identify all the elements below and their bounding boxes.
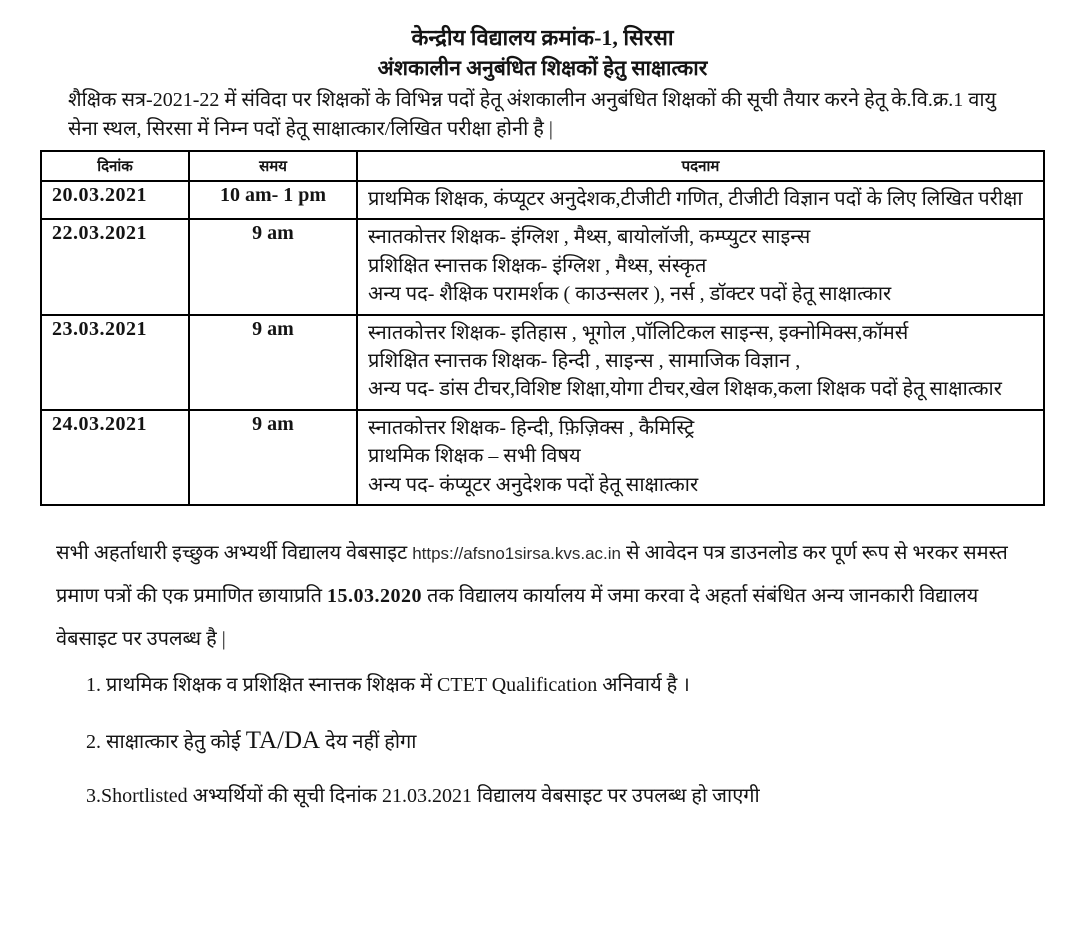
- submission-deadline-date: 15.03.2020: [327, 584, 423, 607]
- application-instructions: [56, 532, 1025, 661]
- document-subtitle: अंशकालीन अनुबंधित शिक्षकों हेतु साक्षात्कार: [377, 56, 708, 80]
- instructions-text-1: सभी अहर्ताधारी इच्छुक अभ्यर्थी विद्यालय वेबसाइट: [56, 541, 413, 564]
- time-cell: 10 am- 1 pm: [189, 181, 357, 219]
- position-line: अन्य पद- कंप्यूटर अनुदेशक पदों हेतू साक्षात्कार: [368, 473, 699, 496]
- position-line: स्नातकोत्तर शिक्षक- इतिहास , भूगोल ,पॉलिटिकल साइन्स, इक्नोमिक्स,कॉमर्स: [368, 321, 909, 344]
- note-item-1: 1. प्राथमिक शिक्षक व प्रशिक्षित स्नात्तक शिक्षक में CTET Qualification अनिवार्य है ।: [86, 673, 690, 696]
- position-line: स्नातकोत्तर शिक्षक- इंग्लिश , मैथ्स, बायोलॉजी, कम्प्युटर साइन्स: [368, 226, 811, 249]
- date-cell: 22.03.2021: [41, 219, 189, 314]
- table-header-row: [41, 151, 1044, 181]
- intro-paragraph: शैक्षिक सत्र-2021-22 में संविदा पर शिक्षकों के विभिन्न पदों हेतू अंशकालीन अनुबंधित शिक्षकों की सूची तैयार करने हेतू के.वि.क्र.1 वायु सेना स्थल, सिरसा में निम्न पदों हेतू साक्षात्कार/लिखित परीक्षा होनी है |: [68, 89, 997, 140]
- position-line: अन्य पद- डांस टीचर,विशिष्ट शिक्षा,योगा टीचर,खेल शिक्षक,कला शिक्षक पदों हेतू साक्षात्कार: [368, 378, 1002, 401]
- column-header-position: पदनाम: [357, 151, 1044, 181]
- note-2-text-pre: 2. साक्षात्कार हेतु कोई: [86, 730, 246, 753]
- note-2-text-post: देय नहीं होगा: [325, 730, 417, 753]
- position-line: प्रशिक्षित स्नात्तक शिक्षक- हिन्दी , साइन्स , सामाजिक विज्ञान ,: [368, 349, 801, 372]
- column-header-date: दिनांक: [41, 151, 189, 181]
- position-cell: [357, 181, 1044, 219]
- position-line: स्नातकोत्तर शिक्षक- हिन्दी, फ़िज़िक्स , कैमिस्ट्रि: [368, 416, 695, 439]
- position-line: प्राथमिक शिक्षक, कंप्यूटर अनुदेशक,टीजीटी गणित, टीजीटी विज्ञान पदों के लिए लिखित परीक्षा: [368, 188, 1023, 210]
- date-cell: 24.03.2021: [41, 410, 189, 505]
- table-row: [41, 410, 1044, 505]
- note-2-tada: TA/DA: [245, 726, 321, 754]
- position-line: प्रशिक्षित स्नात्तक शिक्षक- इंग्लिश , मैथ्स, संस्कृत: [368, 254, 707, 277]
- position-line: अन्य पद- शैक्षिक परामर्शक ( काउन्सलर ), नर्स , डॉक्टर पदों हेतू साक्षात्कार: [368, 283, 892, 306]
- interview-schedule-table: [40, 150, 1045, 506]
- table-row: [41, 219, 1044, 314]
- instructions-text-3: तक विद्यालय कार्यालय में जमा करवा दे अहर्ता संबंधित अन्य जानकारी विद्यालय वेबसाइट पर उपलब्ध है |: [56, 584, 979, 650]
- table-row: [41, 315, 1044, 410]
- notes-list: [86, 671, 1025, 810]
- note-item-3: 3.Shortlisted अभ्यर्थियों की सूची दिनांक 21.03.2021 विद्यालय वेबसाइट पर उपलब्ध हो जाएगी: [86, 784, 760, 807]
- position-line: प्राथमिक शिक्षक – सभी विषय: [368, 445, 581, 468]
- note-item-2: [86, 723, 1025, 758]
- table-row: [41, 181, 1044, 219]
- column-header-time: समय: [189, 151, 357, 181]
- time-cell: 9 am: [189, 410, 357, 505]
- date-cell: 20.03.2021: [41, 181, 189, 219]
- time-cell: 9 am: [189, 219, 357, 314]
- date-cell: 23.03.2021: [41, 315, 189, 410]
- time-cell: 9 am: [189, 315, 357, 410]
- instructions-text-2: से आवेदन पत्र डाउनलोड कर पूर्ण रूप से भरकर समस्त प्रमाण पत्रों की एक प्रमाणित छायाप्रति: [56, 541, 1008, 607]
- position-cell: [357, 219, 1044, 314]
- position-cell: [357, 410, 1044, 505]
- website-url: https://afsno1sirsa.kvs.ac.in: [412, 543, 622, 563]
- document-title: केन्द्रीय विद्यालय क्रमांक-1, सिरसा: [411, 25, 674, 50]
- position-cell: [357, 315, 1044, 410]
